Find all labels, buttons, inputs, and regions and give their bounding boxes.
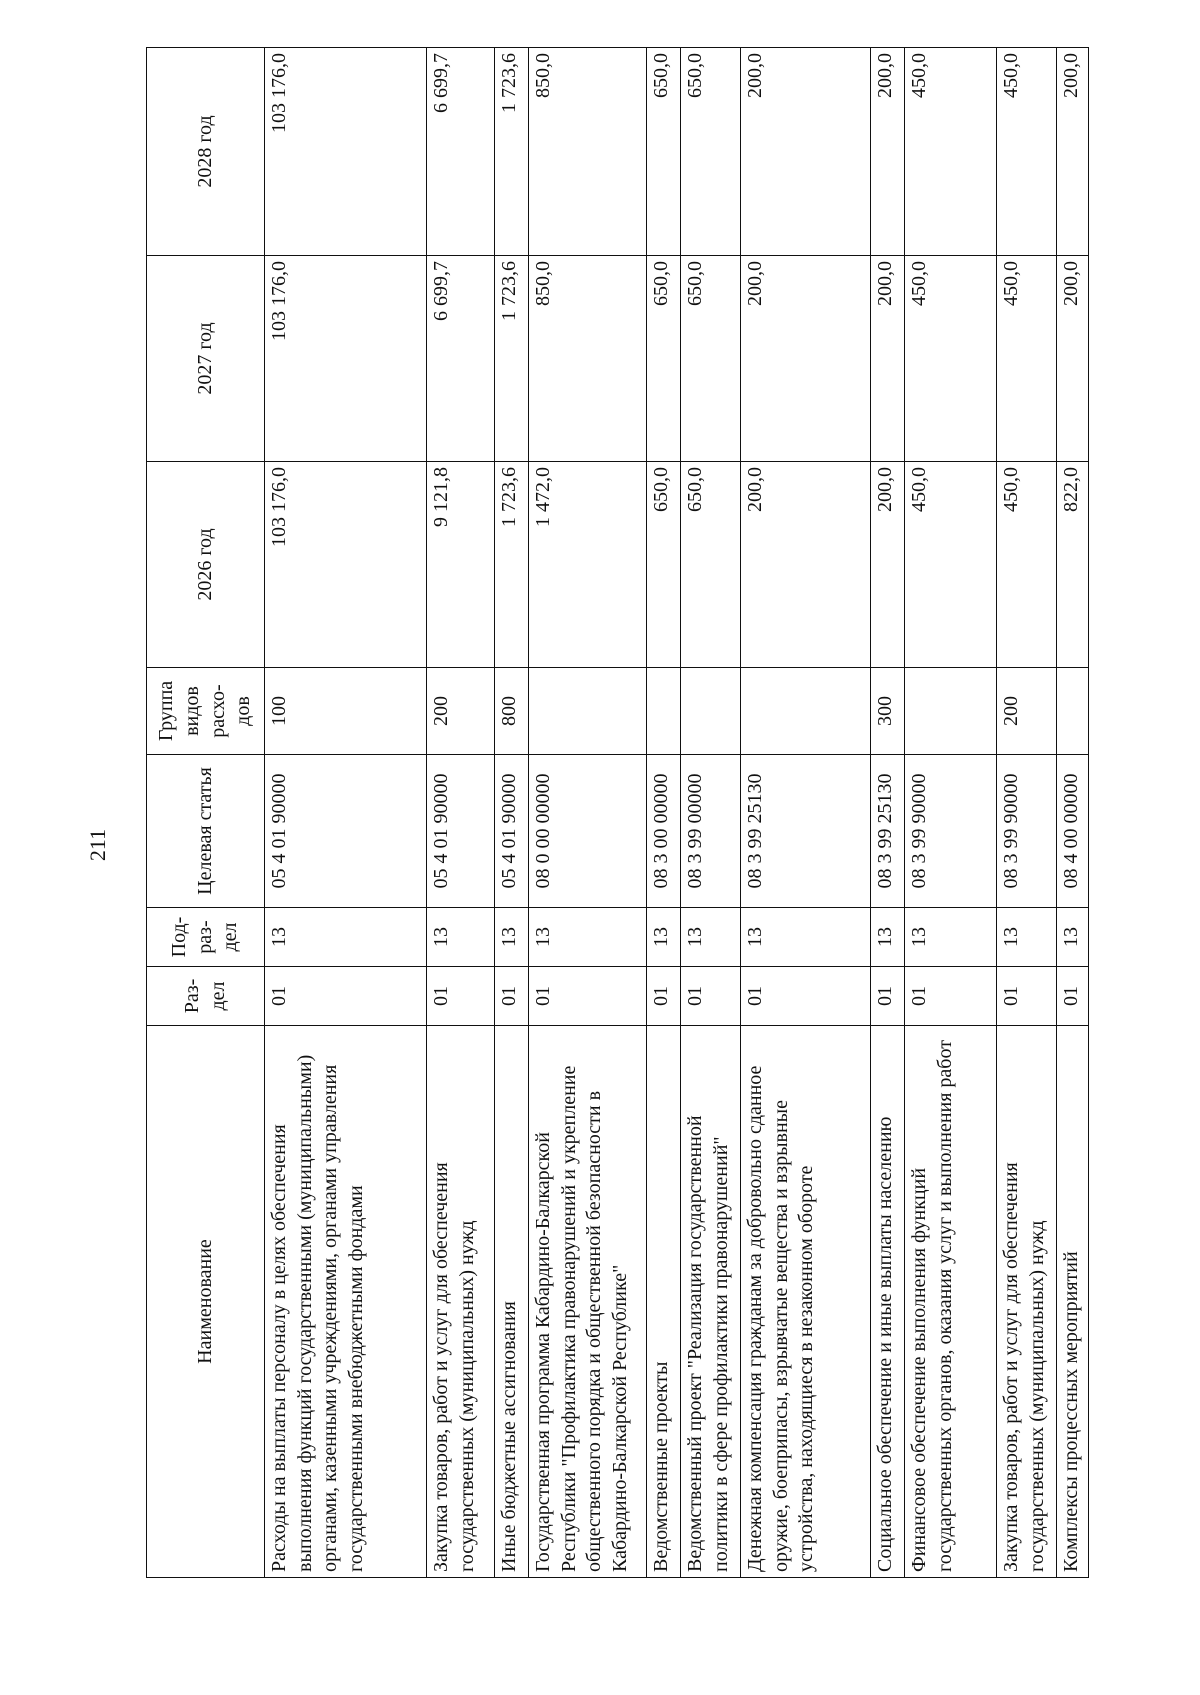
row-razdel: 01: [871, 967, 905, 1026]
header-2026: 2026 год: [147, 462, 265, 668]
row-podrazdel: 13: [647, 908, 681, 967]
row-target: 05 4 01 90000: [495, 755, 529, 908]
table-row: [529, 48, 647, 1578]
row-razdel: 01: [681, 967, 741, 1026]
row-2027: 1 723,6: [495, 256, 529, 462]
row-2028: 6 699,7: [427, 48, 495, 256]
table-row: [1057, 48, 1089, 1578]
row-razdel: 01: [265, 967, 427, 1026]
table-row: [265, 48, 427, 1578]
header-2028: 2028 год: [147, 48, 265, 256]
header-group: Группа видов расхо-дов: [147, 668, 265, 755]
row-podrazdel: 13: [681, 908, 741, 967]
row-2027: 650,0: [647, 256, 681, 462]
row-podrazdel: 13: [529, 908, 647, 967]
header-razdel: Раз-дел: [147, 967, 265, 1026]
row-name: Социальное обеспечение и иные выплаты населению: [871, 1026, 905, 1578]
row-razdel: 01: [1057, 967, 1089, 1026]
row-2027: 450,0: [997, 256, 1057, 462]
row-2028: 450,0: [905, 48, 997, 256]
row-2026: 200,0: [741, 462, 871, 668]
budget-table: [146, 47, 1089, 1578]
table-row: [495, 48, 529, 1578]
row-target: 08 3 99 90000: [905, 755, 997, 908]
row-2028: 650,0: [647, 48, 681, 256]
table-row: [681, 48, 741, 1578]
row-razdel: 01: [647, 967, 681, 1026]
row-2026: 450,0: [997, 462, 1057, 668]
row-podrazdel: 13: [495, 908, 529, 967]
row-target: 08 4 00 00000: [1057, 755, 1089, 908]
row-razdel: 01: [741, 967, 871, 1026]
row-podrazdel: 13: [905, 908, 997, 967]
row-2027: 200,0: [741, 256, 871, 462]
row-group: [529, 668, 647, 755]
row-name: Расходы на выплаты персоналу в целях обеспечения выполнения функций государственными (муниципальными) органами, казенными учреждениями, органами управления государственными внебюджетными фондами: [265, 1026, 427, 1578]
row-podrazdel: 13: [741, 908, 871, 967]
row-2027: 450,0: [905, 256, 997, 462]
row-group: [647, 668, 681, 755]
row-2026: 103 176,0: [265, 462, 427, 668]
row-2026: 9 121,8: [427, 462, 495, 668]
row-podrazdel: 13: [427, 908, 495, 967]
row-target: 08 3 99 00000: [681, 755, 741, 908]
row-name: Ведомственный проект "Реализация государственной политики в сфере профилактики правонарушений": [681, 1026, 741, 1578]
row-2026: 1 472,0: [529, 462, 647, 668]
table-header-row: [147, 48, 265, 1578]
row-2026: 200,0: [871, 462, 905, 668]
row-name: Государственная программа Кабардино-Балкарской Республики "Профилактика правонарушений и укрепление общественного порядка и общественной безопасности в Кабардино-Балкарской Республике": [529, 1026, 647, 1578]
row-2027: 200,0: [871, 256, 905, 462]
row-2028: 200,0: [871, 48, 905, 256]
row-2028: 850,0: [529, 48, 647, 256]
row-2028: 450,0: [997, 48, 1057, 256]
row-2027: 6 699,7: [427, 256, 495, 462]
row-target: 08 3 00 00000: [647, 755, 681, 908]
row-2028: 103 176,0: [265, 48, 427, 256]
header-2027: 2027 год: [147, 256, 265, 462]
row-group: [905, 668, 997, 755]
row-name: Закупка товаров, работ и услуг для обеспечения государственных (муниципальных) нужд: [427, 1026, 495, 1578]
row-group: 800: [495, 668, 529, 755]
row-group: 200: [997, 668, 1057, 755]
row-2028: 1 723,6: [495, 48, 529, 256]
row-2028: 650,0: [681, 48, 741, 256]
table-row: [427, 48, 495, 1578]
row-name: Ведомственные проекты: [647, 1026, 681, 1578]
row-target: 08 0 00 00000: [529, 755, 647, 908]
table-row: [741, 48, 871, 1578]
row-group: [1057, 668, 1089, 755]
row-podrazdel: 13: [997, 908, 1057, 967]
row-podrazdel: 13: [265, 908, 427, 967]
header-name: Наименование: [147, 1026, 265, 1578]
row-target: 05 4 01 90000: [427, 755, 495, 908]
row-group: 300: [871, 668, 905, 755]
row-target: 08 3 99 25130: [871, 755, 905, 908]
row-group: [681, 668, 741, 755]
row-razdel: 01: [529, 967, 647, 1026]
table-row: [647, 48, 681, 1578]
table-row: [871, 48, 905, 1578]
row-razdel: 01: [427, 967, 495, 1026]
row-2028: 200,0: [1057, 48, 1089, 256]
row-podrazdel: 13: [871, 908, 905, 967]
row-target: 05 4 01 90000: [265, 755, 427, 908]
row-name: Иные бюджетные ассигнования: [495, 1026, 529, 1578]
row-2027: 650,0: [681, 256, 741, 462]
row-name: Комплексы процессных мероприятий: [1057, 1026, 1089, 1578]
row-2027: 103 176,0: [265, 256, 427, 462]
row-2028: 200,0: [741, 48, 871, 256]
row-podrazdel: 13: [1057, 908, 1089, 967]
row-2027: 850,0: [529, 256, 647, 462]
row-2026: 650,0: [647, 462, 681, 668]
row-2027: 200,0: [1057, 256, 1089, 462]
row-group: [741, 668, 871, 755]
row-name: Закупка товаров, работ и услуг для обеспечения государственных (муниципальных) нужд: [997, 1026, 1057, 1578]
row-2026: 450,0: [905, 462, 997, 668]
table-row: [997, 48, 1057, 1578]
row-target: 08 3 99 90000: [997, 755, 1057, 908]
row-group: 100: [265, 668, 427, 755]
page-number: 211: [85, 828, 110, 862]
header-target: Целевая статья: [147, 755, 265, 908]
row-target: 08 3 99 25130: [741, 755, 871, 908]
row-razdel: 01: [997, 967, 1057, 1026]
header-podrazdel: Под-раз-дел: [147, 908, 265, 967]
row-razdel: 01: [905, 967, 997, 1026]
row-razdel: 01: [495, 967, 529, 1026]
row-name: Финансовое обеспечение выполнения функций государственных органов, оказания услуг и выполнения работ: [905, 1026, 997, 1578]
row-name: Денежная компенсация гражданам за добровольно сданное оружие, боеприпасы, взрывчатые вещества и взрывные устройства, находящиеся в незаконном обороте: [741, 1026, 871, 1578]
budget-sheet: [146, 48, 1082, 1578]
row-2026: 650,0: [681, 462, 741, 668]
table-row: [905, 48, 997, 1578]
row-2026: 1 723,6: [495, 462, 529, 668]
row-group: 200: [427, 668, 495, 755]
row-2026: 822,0: [1057, 462, 1089, 668]
